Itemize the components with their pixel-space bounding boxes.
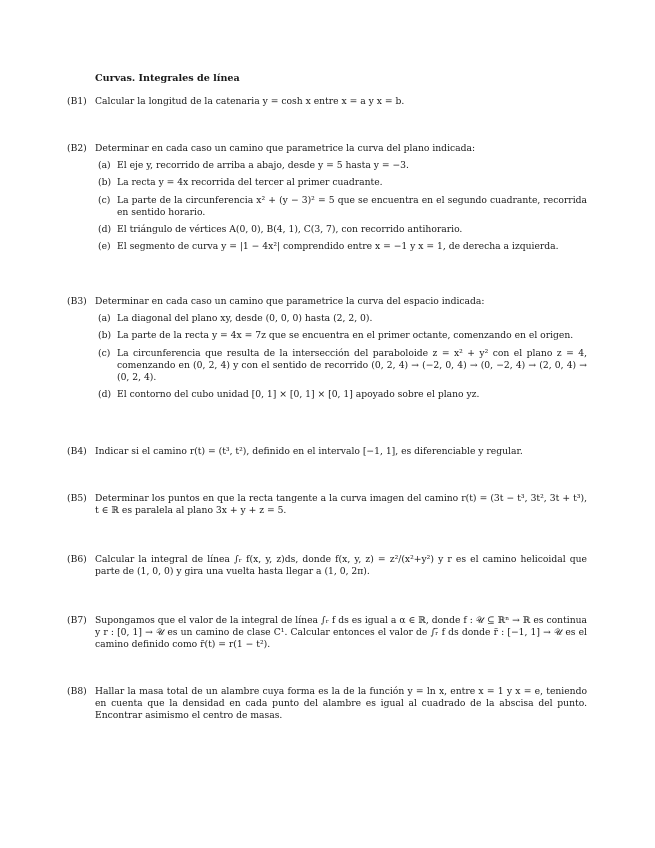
subitem-label: (b) xyxy=(98,330,112,342)
problem-text: Indicar si el camino r(t) = (t³, t²), definido en el intervalo [−1, 1], es diferenciable y regular. xyxy=(95,446,523,457)
problem-label: (B4) xyxy=(67,446,87,457)
problem-text: Determinar en cada caso un camino que parametrice la curva del plano indicada: xyxy=(95,143,476,154)
subitem xyxy=(95,160,587,172)
subitem-label: (b) xyxy=(98,177,112,189)
subitem-label: (c) xyxy=(98,194,111,206)
problem-b4 xyxy=(67,446,587,458)
problem-label: (B1) xyxy=(67,96,87,107)
subitem-list xyxy=(95,313,587,401)
subitem-text: La diagonal del plano xy, desde (0, 0, 0) hasta (2, 2, 0). xyxy=(117,313,373,325)
problem-label: (B5) xyxy=(67,493,87,504)
subitem xyxy=(95,224,587,236)
problem-label: (B3) xyxy=(67,296,87,307)
subitem xyxy=(95,241,587,253)
subitem-text: El segmento de curva y = |1 − 4x²| comprendido entre x = −1 y x = 1, de derecha a izquierda. xyxy=(117,241,559,253)
subitem xyxy=(95,195,587,219)
problem-b7 xyxy=(67,615,587,652)
problem-text: Determinar los puntos en que la recta tangente a la curva imagen del camino r(t) = (3t − t³, 3t², 3t + t³), t ∈ ℝ es paralela al plano 3x + y + z = 5. xyxy=(95,493,587,517)
problem-label: (B6) xyxy=(67,554,87,565)
problem-b8 xyxy=(67,686,587,723)
problem-b1 xyxy=(67,96,587,108)
problem-b2 xyxy=(67,143,587,258)
subitem-text: El triángulo de vértices A(0, 0), B(4, 1), C(3, 7), con recorrido antihorario. xyxy=(117,224,463,236)
problem-label: (B2) xyxy=(67,143,87,154)
page-title: Curvas. Integrales de línea xyxy=(95,73,240,84)
subitem-label: (d) xyxy=(98,389,112,401)
problem-text: Supongamos que el valor de la integral de línea ∫ᵣ f ds es igual a α ∈ ℝ, donde f : 𝒰 ⊆ ℝⁿ → ℝ es continua y r : [0, 1] → 𝒰 es un camino de clase C¹. Calcular entonces el valor de ∫ᵣ̃ f ds donde r̃ : [−1, 1] → 𝒰 es el camino definido como r̃(t) = r(1 − t²). xyxy=(95,615,587,651)
subitem-label: (e) xyxy=(98,241,111,253)
problem-b6 xyxy=(67,554,587,578)
problem-text: Calcular la longitud de la catenaria y = cosh x entre x = a y x = b. xyxy=(95,96,405,107)
subitem xyxy=(95,330,587,342)
subitem-text: La circunferencia que resulta de la intersección del paraboloide z = x² + y² con el plano z = 4, comenzando en (0, 2, 4) y con el sentido de recorrido (0, 2, 4) → (−2, 0, 4) → (0, −2, 4) → (2, 0, 4) → (0, 2, 4). xyxy=(117,347,587,384)
problem-label: (B8) xyxy=(67,686,87,697)
subitem-text: El eje y, recorrido de arriba a abajo, desde y = 5 hasta y = −3. xyxy=(117,160,409,172)
subitem xyxy=(95,389,587,401)
subitem-label: (a) xyxy=(98,313,111,325)
subitem xyxy=(95,313,587,325)
subitem-list xyxy=(95,160,587,253)
subitem-text: La recta y = 4x recorrida del tercer al primer cuadrante. xyxy=(117,177,383,189)
subitem-label: (a) xyxy=(98,160,111,172)
subitem xyxy=(95,348,587,385)
problem-text: Hallar la masa total de un alambre cuya forma es la de la función y = ln x, entre x = 1 y x = e, teniendo en cuenta que la densidad en cada punto del alambre es igual al cuadrado de la abscisa del punto. Encontrar asimismo el centro de masas. xyxy=(95,686,587,722)
problem-label: (B7) xyxy=(67,615,87,626)
subitem-text: La parte de la circunferencia x² + (y − 3)² = 5 que se encuentra en el segundo cuadrante, recorrida en sentido horario. xyxy=(117,194,587,218)
subitem-text: La parte de la recta y = 4x = 7z que se encuentra en el primer octante, comenzando en el origen. xyxy=(117,330,574,342)
subitem-text: El contorno del cubo unidad [0, 1] × [0, 1] × [0, 1] apoyado sobre el plano yz. xyxy=(117,389,480,401)
problem-text: Calcular la integral de línea ∫ᵣ f(x, y, z)ds, donde f(x, y, z) = z²/(x²+y²) y r es el camino helicoidal que parte de (1, 0, 0) y gira una vuelta hasta llegar a (1, 0, 2π). xyxy=(95,554,587,578)
subitem-label: (d) xyxy=(98,224,112,236)
subitem xyxy=(95,177,587,189)
problem-b3 xyxy=(67,296,587,406)
subitem-label: (c) xyxy=(98,347,111,359)
problem-text: Determinar en cada caso un camino que parametrice la curva del espacio indicada: xyxy=(95,296,485,307)
problem-b5 xyxy=(67,493,587,517)
